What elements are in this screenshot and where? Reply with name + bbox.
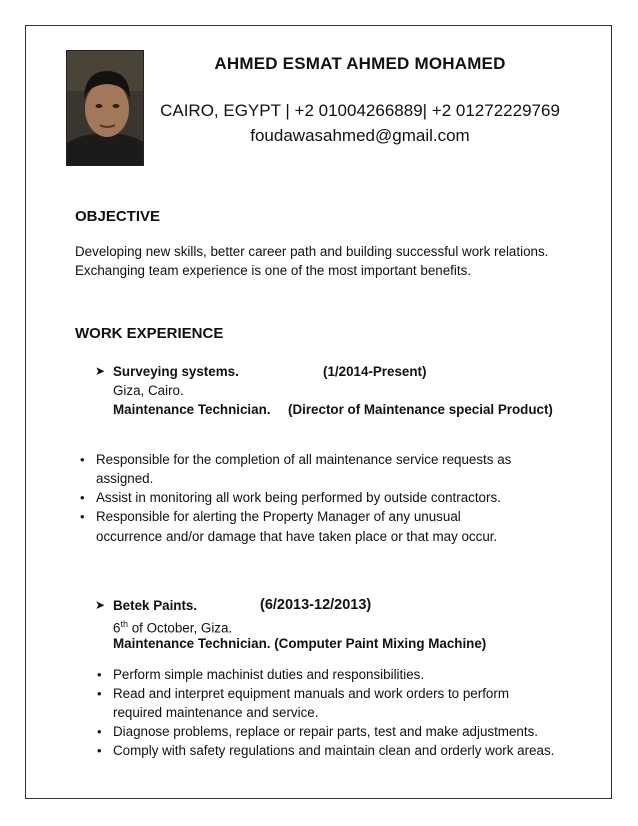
duty-item: • Perform simple machinist duties and responsibilities. — [95, 665, 555, 684]
job-location: Giza, Cairo. — [113, 383, 184, 398]
duty-item: • Responsible for alerting the Property Manager of any unusual occurrence and/or damage that have taken place or that may occur. — [78, 507, 523, 547]
candidate-name: AHMED ESMAT AHMED MOHAMED — [214, 54, 506, 73]
duty-item: • Read and interpret equipment manuals and work orders to perform required maintenance and service. — [95, 684, 555, 722]
arrow-bullet-icon: ➤ — [95, 598, 106, 612]
job-dates: (6/2013-12/2013) — [260, 597, 372, 613]
work-experience-heading: WORK EXPERIENCE — [75, 325, 224, 342]
job-company: Betek Paints. — [113, 598, 198, 613]
contact-block — [160, 98, 560, 148]
objective-line-2: Exchanging team experience is one of the most important benefits. — [75, 263, 471, 278]
objective-line-1: Developing new skills, better career path and building successful work relations. — [75, 244, 549, 259]
job-1-duties — [78, 450, 523, 547]
job-entry-1 — [95, 362, 575, 419]
duty-item: • Responsible for the completion of all maintenance service requests as assigned. — [78, 450, 523, 488]
job-title: Maintenance Technician. — [113, 402, 271, 417]
job-detail: (Director of Maintenance special Product) — [288, 402, 553, 417]
job-title: Maintenance Technician. (Computer Paint Mixing Machine) — [113, 636, 487, 651]
duty-item: • Diagnose problems, replace or repair parts, test and make adjustments. — [95, 722, 555, 741]
email-address: foudawasahmed@gmail.com — [250, 126, 470, 145]
job-2-duties — [95, 665, 555, 760]
objective-heading: OBJECTIVE — [75, 208, 161, 225]
job-entry-2 — [95, 596, 575, 653]
contact-line: CAIRO, EGYPT | +2 01004266889| +2 01272229769 — [160, 101, 560, 120]
job-location: 6th of October, Giza. — [113, 619, 233, 636]
objective-text — [75, 242, 575, 280]
job-dates: (1/2014-Present) — [323, 364, 427, 379]
job-company: Surveying systems. — [113, 364, 239, 379]
arrow-bullet-icon: ➤ — [95, 364, 106, 378]
duty-item: • Comply with safety regulations and maintain clean and orderly work areas. — [95, 741, 555, 760]
profile-photo — [66, 50, 144, 166]
duty-item: • Assist in monitoring all work being performed by outside contractors. — [78, 488, 523, 507]
